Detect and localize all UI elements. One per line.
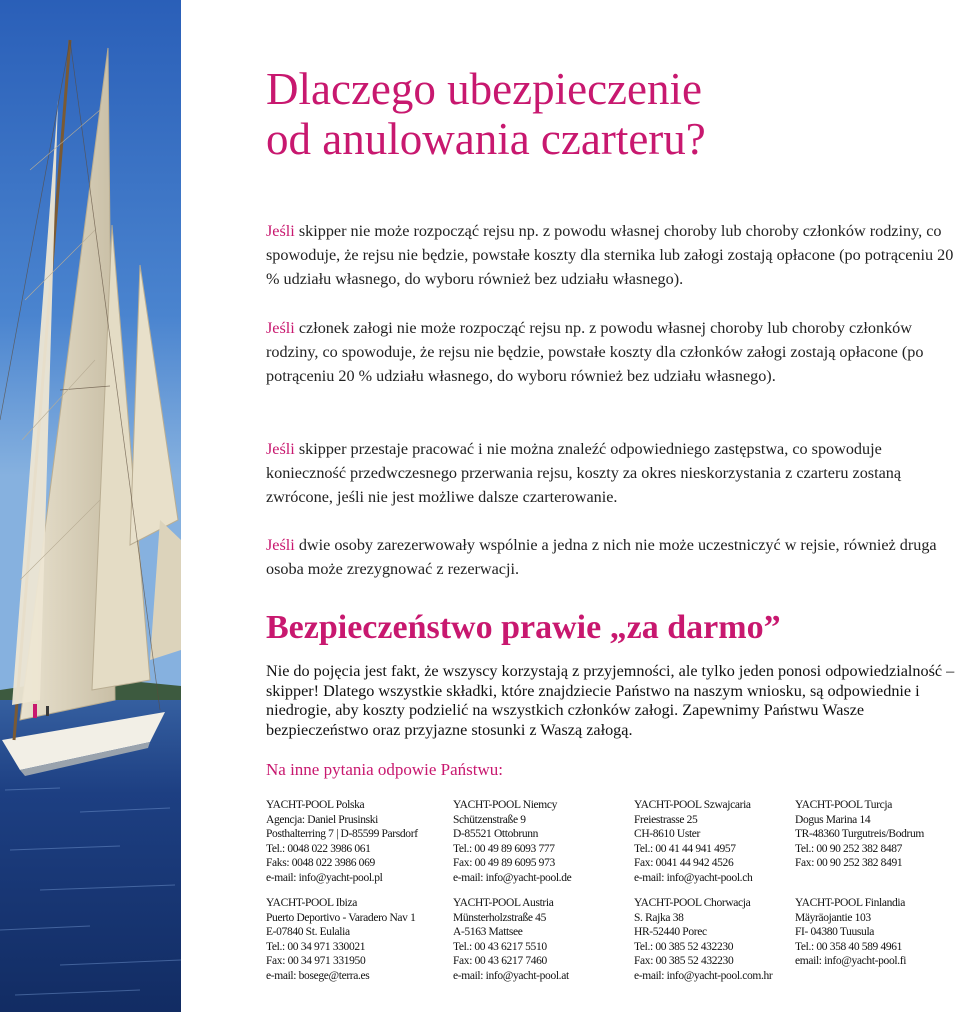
office-phone: Tel.: 00 41 44 941 4957 [634, 842, 736, 855]
office-email[interactable]: e-mail: bosege@terra.es [266, 969, 370, 982]
office-phone: Tel.: 00 34 971 330021 [266, 940, 366, 953]
office-name: YACHT-POOL Ibiza [266, 897, 357, 909]
office-name: YACHT-POOL Austria [453, 897, 554, 909]
office-line: Schützenstraße 9 [453, 813, 526, 826]
paragraph-skipper-stops [266, 437, 956, 509]
office-line: HR-52440 Porec [634, 926, 707, 939]
office-line: FI- 04380 Tuusula [795, 926, 875, 939]
paragraph-lead: Jeśli [266, 319, 295, 337]
paragraph-lead: Jeśli [266, 536, 295, 554]
title-line-2: od anulowania czarteru? [266, 114, 706, 164]
office-line: Dogus Marina 14 [795, 813, 871, 826]
office-phone: Tel.: 00 358 40 589 4961 [795, 940, 903, 953]
office-email[interactable]: e-mail: info@yacht-pool.pl [266, 871, 383, 884]
office-fax: Faks: 0048 022 3986 069 [266, 857, 375, 870]
office-email[interactable]: e-mail: info@yacht-pool.at [453, 969, 569, 982]
office-email[interactable]: e-mail: info@yacht-pool.ch [634, 871, 753, 884]
sailboat-photo [0, 0, 181, 1012]
safety-heading: Bezpieczeństwo prawie „za darmo” [266, 609, 781, 646]
office-germany [453, 798, 571, 886]
office-fax: Fax: 00 385 52 432230 [634, 955, 734, 968]
office-line: Freiestrasse 25 [634, 813, 698, 826]
paragraph-lead: Jeśli [266, 440, 295, 458]
office-fax: Fax: 00 34 971 331950 [266, 955, 366, 968]
questions-heading: Na inne pytania odpowie Państwu: [266, 760, 504, 779]
office-line: A-5163 Mattsee [453, 926, 523, 939]
paragraph-skipper-cannot-start [266, 219, 956, 291]
paragraph-two-persons [266, 533, 956, 581]
paragraph-text: skipper nie może rozpocząć rejsu np. z powodu własnej choroby lub choroby członków rodziny, co spowoduje, że rejsu nie będzie, powstałe koszty dla sternika lub załogi zostają opłacone (po potrąceniu 20 % udziału własnego, do wyboru również bez udziału własnego). [266, 222, 954, 288]
office-name: YACHT-POOL Chorwacja [634, 897, 751, 909]
office-line: S. Rajka 38 [634, 911, 684, 924]
office-email[interactable]: e-mail: info@yacht-pool.de [453, 871, 572, 884]
office-switzerland [634, 798, 752, 886]
office-name: YACHT-POOL Finlandia [795, 897, 906, 909]
office-line: CH-8610 Uster [634, 828, 701, 841]
office-name: YACHT-POOL Szwajcaria [634, 799, 751, 811]
office-name: YACHT-POOL Polska [266, 799, 365, 811]
office-line: D-85521 Ottobrunn [453, 828, 539, 841]
office-line: TR-48360 Turgutreis/Bodrum [795, 828, 925, 841]
paragraph-text: dwie osoby zarezerwowały wspólnie a jedna z nich nie może uczestniczyć w rejsie, również druga osoba może zrezygnować z rezerwacji. [266, 536, 937, 578]
office-croatia [634, 896, 772, 984]
office-phone: Tel.: 00 43 6217 5510 [453, 940, 547, 953]
office-ibiza [266, 896, 416, 984]
paragraph-lead: Jeśli [266, 222, 295, 240]
office-fax: Fax: 00 43 6217 7460 [453, 955, 547, 968]
page-title [266, 64, 956, 164]
office-fax: Fax: 00 49 89 6095 973 [453, 857, 555, 870]
title-line-1: Dlaczego ubezpieczenie [266, 64, 702, 114]
office-poland [266, 798, 418, 886]
office-line: Posthalterring 7 | D-85599 Parsdorf [266, 828, 418, 841]
paragraph-text: skipper przestaje pracować i nie można znaleźć odpowiedniego zastępstwa, co spowoduje konieczność przedwczesnego przerwania rejsu, koszty za okres nieskorzystania z czarteru zostaną zwrócone, jeśli nie jest możliwe dalsze czarterowanie. [266, 440, 902, 506]
office-name: YACHT-POOL Turcja [795, 799, 893, 811]
paragraph-text: członek załogi nie może rozpocząć rejsu np. z powodu własnej choroby lub choroby członków rodziny, co spowoduje, że rejsu nie będzie, powstałe koszty dla członków załogi zostają opłacone (po potrąceniu 20 % udziału własnego, do wyboru również bez udziału własnego). [266, 319, 924, 385]
office-phone: Tel.: 00 385 52 432230 [634, 940, 734, 953]
office-line: Puerto Deportivo - Varadero Nav 1 [266, 911, 416, 924]
office-name: YACHT-POOL Niemcy [453, 799, 558, 811]
office-line: Mäyräojantie 103 [795, 911, 871, 924]
office-email[interactable]: e-mail: info@yacht-pool.com.hr [634, 969, 773, 982]
paragraph-crew-cannot-start [266, 316, 956, 388]
office-phone: Tel.: 00 49 89 6093 777 [453, 842, 555, 855]
safety-paragraph: Nie do pojęcia jest fakt, że wszyscy korzystają z przyjemności, ale tylko jeden ponosi odpowiedzialność – skipper! Dlatego wszystkie składki, które znajdziecie Państwo na naszym wniosku, są odpowiednie i niedrogie, aby koszty podzielić na wszystkich członków załogi. Zapewnimy Państwu Wasze bezpieczeństwo oraz przyjazne stosunki z Waszą załogą. [266, 662, 955, 739]
office-turkey [795, 798, 924, 871]
office-email[interactable]: email: info@yacht-pool.fi [795, 955, 907, 968]
office-phone: Tel.: 0048 022 3986 061 [266, 842, 371, 855]
office-austria [453, 896, 569, 984]
office-line: Münsterholzstraße 45 [453, 911, 546, 924]
office-fax: Fax: 00 90 252 382 8491 [795, 857, 903, 870]
office-finland [795, 896, 906, 969]
office-phone: Tel.: 00 90 252 382 8487 [795, 842, 903, 855]
office-fax: Fax: 0041 44 942 4526 [634, 857, 734, 870]
office-line: Agencja: Daniel Prusinski [266, 813, 378, 826]
office-line: E-07840 St. Eulalia [266, 926, 350, 939]
